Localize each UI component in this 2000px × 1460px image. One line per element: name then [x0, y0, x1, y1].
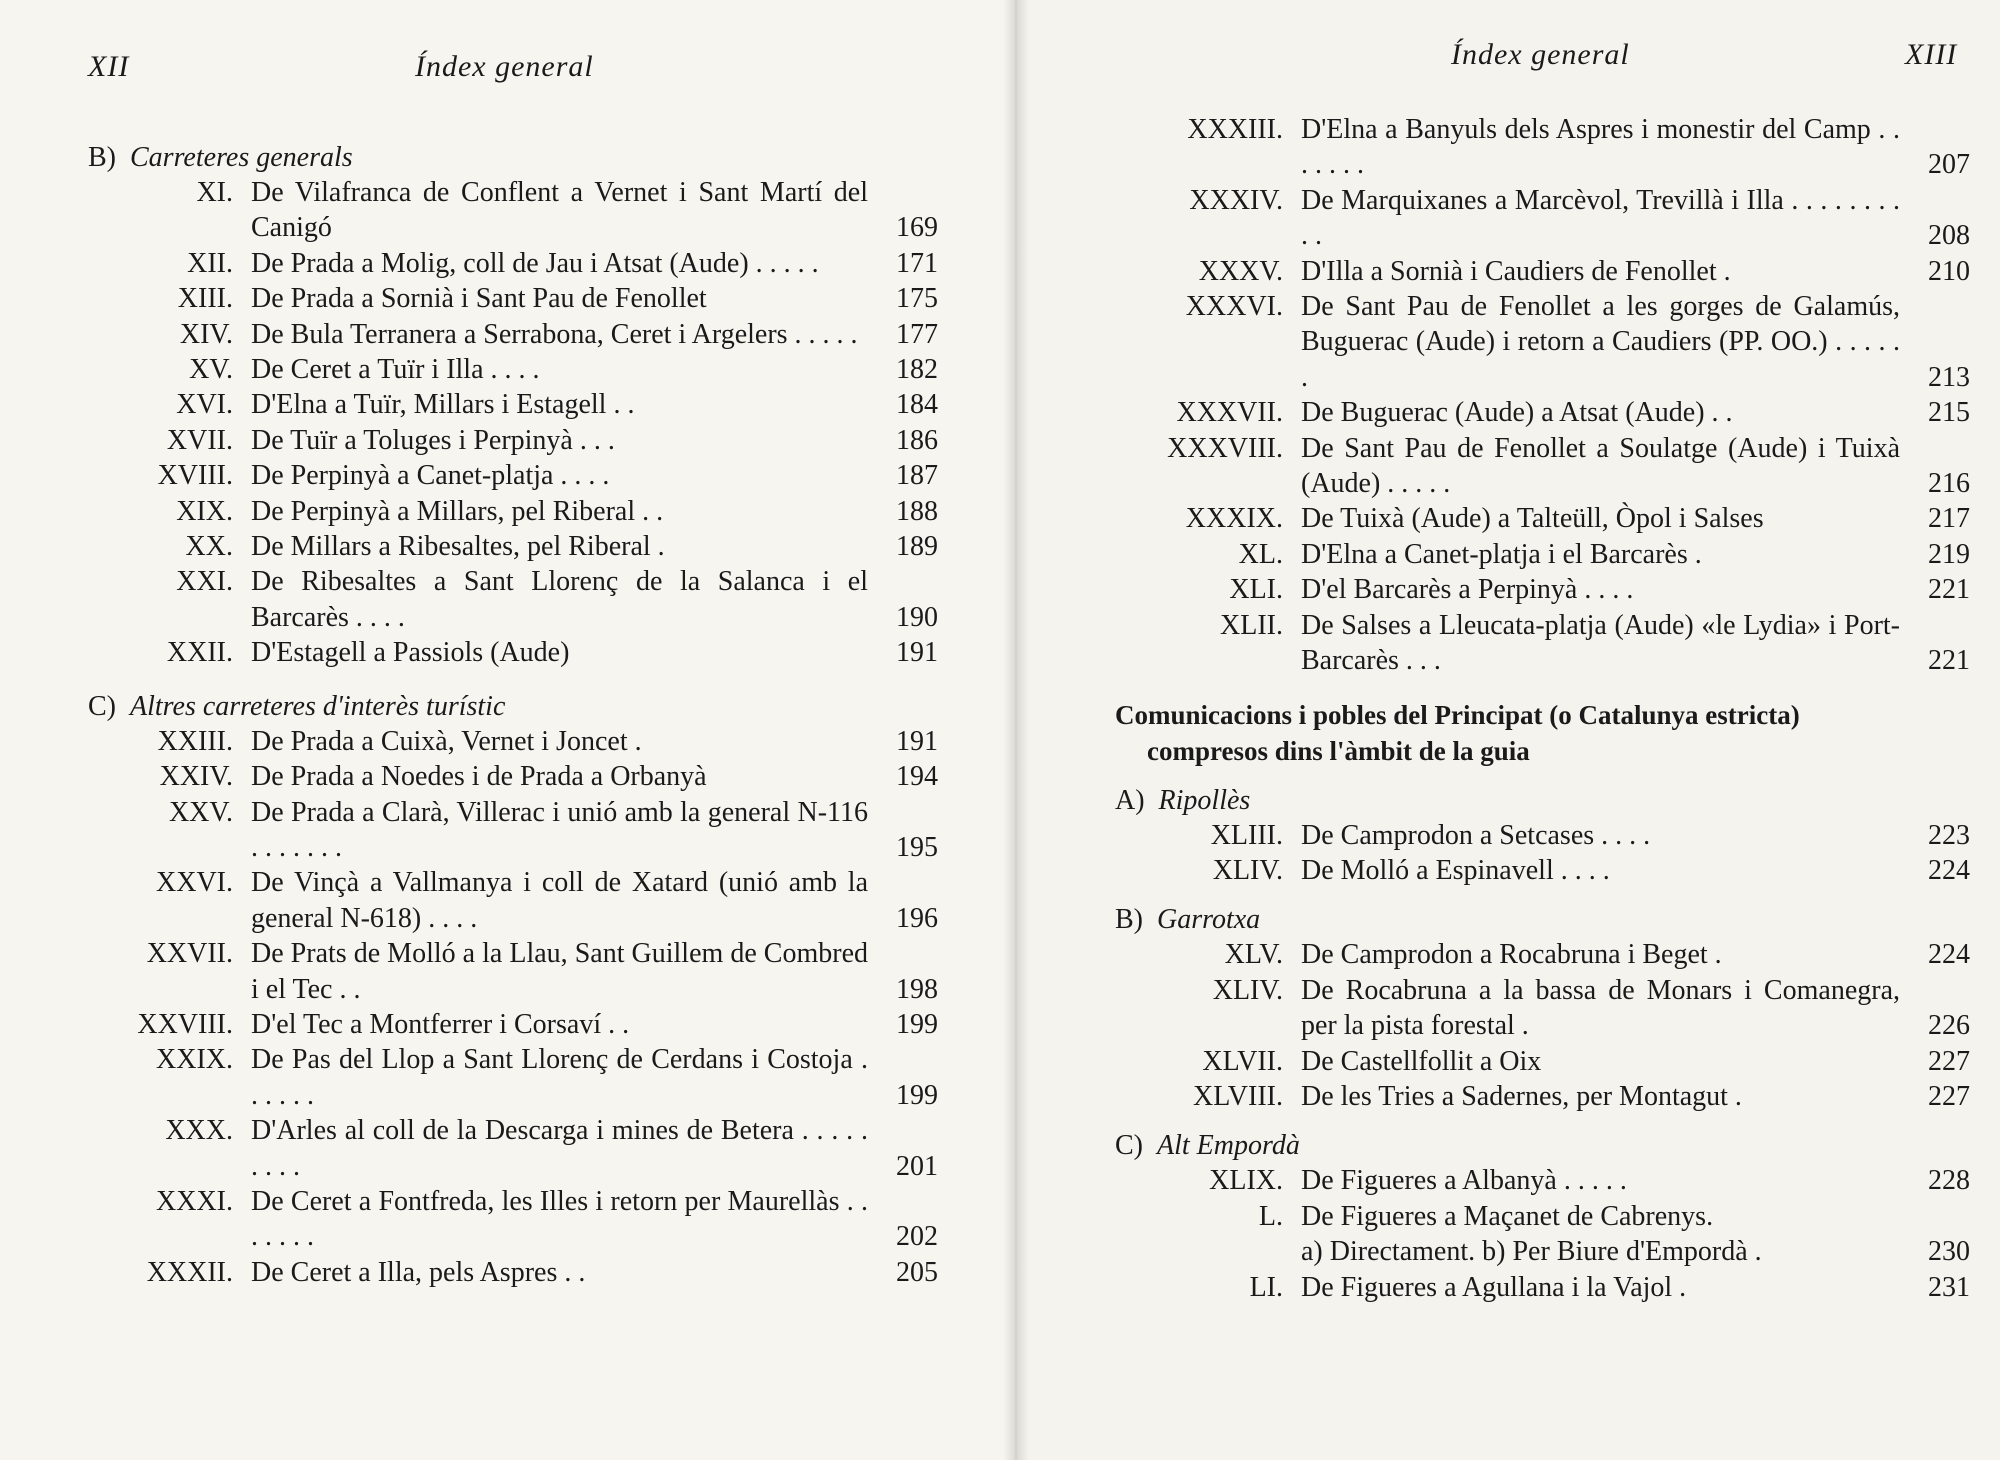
- entry-list: [1115, 818, 1970, 889]
- entry-title: De Tuïr a Toluges i Perpinyà . . .: [251, 424, 615, 456]
- index-entry: [88, 1184, 938, 1255]
- index-entry: [88, 724, 938, 759]
- entry-list: [88, 175, 938, 671]
- section-heading: B) Garrotxa: [1115, 904, 1261, 936]
- entry-page-number: 227: [1928, 1045, 1970, 1077]
- entry-number: XVI.: [176, 389, 233, 421]
- index-entry: [88, 564, 938, 635]
- index-entry: [88, 423, 938, 458]
- index-entry: [88, 1007, 938, 1042]
- entry-title: De Prada a Cuixà, Vernet i Joncet .: [251, 725, 642, 757]
- index-entry: [88, 1255, 938, 1290]
- entry-page-number: 207: [1928, 149, 1970, 181]
- entry-title: D'Estagell a Passiols (Aude): [251, 637, 570, 669]
- entry-title: De Sant Pau de Fenollet a Soulatge (Aude) i Tuixà (Aude) . . . . .: [1301, 432, 1900, 500]
- entry-page-number: 191: [896, 725, 938, 757]
- entry-number: XLI.: [1229, 574, 1283, 606]
- entry-number: XIV.: [179, 318, 233, 350]
- entry-number: XIX.: [176, 495, 233, 527]
- entry-title: De Prada a Molig, coll de Jau i Atsat (Aude) . . . . .: [251, 247, 819, 279]
- right-index-content: [1115, 112, 1970, 1305]
- index-entry: [1115, 501, 1970, 536]
- entry-number: XXXIII.: [1187, 114, 1283, 145]
- index-entry: [1115, 254, 1970, 289]
- entry-page-number: 186: [896, 424, 938, 456]
- entry-page-number: 190: [896, 601, 938, 633]
- entry-title: De Figueres a Agullana i la Vajol .: [1301, 1271, 1687, 1303]
- entry-page-number: 208: [1928, 220, 1970, 252]
- index-entry: [88, 635, 938, 670]
- entry-number: XVII.: [166, 424, 233, 456]
- entry-number: XXXIV.: [1189, 184, 1283, 216]
- entry-title: De Vilafranca de Conflent a Vernet i Sant Martí del Canigó: [251, 177, 868, 244]
- index-entry: [88, 759, 938, 794]
- index-entry: [88, 246, 938, 281]
- entry-number: XLVII.: [1202, 1045, 1283, 1077]
- entry-title: De Salses a Lleucata-platja (Aude) «le Lydia» i Port-Barcarès . . .: [1301, 609, 1900, 677]
- entry-list: [1115, 112, 1970, 679]
- entry-page-number: 177: [896, 318, 938, 350]
- entry-page-number: 202: [896, 1221, 938, 1253]
- entry-title: De Ceret a Illa, pels Aspres . .: [251, 1256, 586, 1288]
- section-heading: A) Ripollès: [1115, 784, 1251, 816]
- entry-number: XLIX.: [1209, 1165, 1283, 1197]
- entry-title: De Rocabruna a la bassa de Monars i Comanegra, per la pista forestal .: [1301, 974, 1900, 1042]
- entry-title: De Castellfollit a Oix: [1301, 1045, 1542, 1077]
- entry-title: De Bula Terranera a Serrabona, Ceret i Argelers . . . . .: [251, 318, 858, 350]
- entry-page-number: 184: [896, 389, 938, 421]
- entry-number: XL.: [1238, 538, 1283, 570]
- entry-title: De Sant Pau de Fenollet a les gorges de Galamús, Buguerac (Aude) i retorn a Caudiers (PP. OO.) . . . . . .: [1301, 291, 1900, 393]
- entry-page-number: 196: [896, 902, 938, 934]
- entry-page-number: 175: [896, 283, 938, 315]
- entry-number: XXVII.: [146, 938, 233, 970]
- index-entry: [1115, 431, 1970, 502]
- page-folio: XII: [88, 50, 130, 83]
- entry-page-number: 189: [896, 531, 938, 563]
- entry-number: XXIV.: [159, 761, 233, 793]
- entry-page-number: 216: [1928, 468, 1970, 500]
- index-entry: [88, 281, 938, 316]
- entry-page-number: 199: [896, 1008, 938, 1040]
- entry-title: De Tuixà (Aude) a Talteüll, Òpol i Salses: [1301, 503, 1764, 535]
- entry-title: De Prada a Sornià i Sant Pau de Fenollet: [251, 283, 707, 315]
- entry-page-number: 219: [1928, 538, 1970, 570]
- index-entry: [1115, 289, 1970, 395]
- entry-title: D'el Tec a Montferrer i Corsaví . .: [251, 1008, 630, 1040]
- entry-page-number: 231: [1928, 1271, 1970, 1303]
- entry-title: De Marquixanes a Marcèvol, Trevillà i Illa . . . . . . . . . .: [1301, 184, 1900, 252]
- index-entry: [88, 1042, 938, 1113]
- principat-heading: Comunicacions i pobles del Principat (o Catalunya estricta) compresos dins l'àmbit de la guia: [1115, 699, 1800, 766]
- entry-number: XXI.: [176, 566, 233, 598]
- running-title: Índex general: [1451, 38, 1630, 71]
- running-title: Índex general: [415, 50, 594, 83]
- index-entry: [1115, 537, 1970, 572]
- entry-number: XLII.: [1220, 609, 1283, 641]
- entry-number: XXXI.: [156, 1185, 233, 1217]
- index-entry: [88, 387, 938, 422]
- index-entry: [88, 529, 938, 564]
- index-entry: [1115, 973, 1970, 1044]
- entry-number: XXX.: [165, 1115, 233, 1147]
- index-entry: [1115, 183, 1970, 254]
- entry-number: XXXIX.: [1185, 503, 1283, 535]
- index-entry: [1115, 1079, 1970, 1114]
- entry-number: XLIII.: [1210, 819, 1283, 851]
- entry-page-number: 221: [1928, 574, 1970, 606]
- index-entry: [1115, 1270, 1970, 1305]
- index-entry: [88, 352, 938, 387]
- entry-title: D'Arles al coll de la Descarga i mines de Betera . . . . . . . . .: [251, 1115, 868, 1182]
- index-entry: [88, 458, 938, 493]
- entry-title: De Prats de Molló a la Llau, Sant Guillem de Combred i el Tec . .: [251, 938, 868, 1005]
- entry-page-number: 182: [896, 354, 938, 386]
- entry-page-number: 221: [1928, 645, 1970, 677]
- entry-number: XXIX.: [156, 1044, 233, 1076]
- entry-page-number: 224: [1928, 939, 1970, 971]
- right-page: [1015, 0, 2000, 1460]
- index-entry: [88, 1113, 938, 1184]
- index-entry: [1115, 853, 1970, 888]
- index-entry: [1115, 1199, 1970, 1234]
- entry-number: XXIII.: [157, 725, 233, 757]
- entry-number: XXXII.: [146, 1256, 233, 1288]
- index-entry: [1115, 112, 1970, 183]
- entry-title: De Figueres a Albanyà . . . . .: [1301, 1165, 1627, 1197]
- entry-title: De Molló a Espinavell . . . .: [1301, 854, 1610, 886]
- entry-title: De Figueres a Maçanet de Cabrenys.: [1301, 1200, 1714, 1232]
- entry-page-number: 194: [896, 761, 938, 793]
- entry-title: D'el Barcarès a Perpinyà . . . .: [1301, 574, 1634, 606]
- entry-number: XXXV.: [1198, 255, 1283, 287]
- entry-title: De Camprodon a Rocabruna i Beget .: [1301, 939, 1722, 971]
- left-index-content: [88, 140, 938, 1290]
- entry-page-number: 217: [1928, 503, 1970, 535]
- entry-title: De Ceret a Fontfreda, les Illes i retorn per Maurellàs . . . . . . .: [251, 1185, 868, 1253]
- entry-number: XLV.: [1224, 939, 1283, 971]
- entry-list: [88, 724, 938, 1291]
- entry-number: L.: [1258, 1200, 1283, 1232]
- entry-page-number: 224: [1928, 854, 1970, 886]
- entry-page-number: 210: [1928, 255, 1970, 287]
- entry-title: De Ceret a Tuïr i Illa . . . .: [251, 354, 540, 386]
- index-entry: [1115, 1163, 1970, 1198]
- entry-number: XXV.: [168, 796, 233, 828]
- entry-page-number: 171: [896, 247, 938, 279]
- index-entry: [1115, 395, 1970, 430]
- entry-number: XXXVIII.: [1167, 432, 1283, 464]
- entry-title: De Camprodon a Setcases . . . .: [1301, 819, 1651, 851]
- entry-number: [1115, 1234, 1301, 1269]
- entry-number: LI.: [1249, 1271, 1283, 1303]
- entry-page-number: 228: [1928, 1165, 1970, 1197]
- entry-page-number: 226: [1928, 1010, 1970, 1042]
- entry-title: a) Directament. b) Per Biure d'Empordà .: [1301, 1236, 1762, 1268]
- entry-number: XII.: [187, 247, 233, 279]
- index-entry: [1115, 572, 1970, 607]
- index-entry: [88, 317, 938, 352]
- entry-page-number: 195: [896, 831, 938, 863]
- entry-number: XXXVII.: [1176, 397, 1283, 429]
- entry-number: XX.: [185, 531, 233, 563]
- entry-list: [1115, 937, 1970, 1114]
- entry-number: XIII.: [177, 283, 233, 315]
- entry-number: XXII.: [166, 637, 233, 669]
- index-entry: [1115, 608, 1970, 679]
- index-entry: [1115, 1234, 1970, 1269]
- entry-title: De Vinçà a Vallmanya i coll de Xatard (unió amb la general N-618) . . . .: [251, 867, 868, 934]
- entry-number: XVIII.: [157, 460, 233, 492]
- section-heading: C) Alt Empordà: [1115, 1130, 1300, 1162]
- entry-title: De les Tries a Sadernes, per Montagut .: [1301, 1080, 1742, 1112]
- entry-title: De Millars a Ribesaltes, pel Riberal .: [251, 531, 665, 563]
- section-heading: C) Altres carreteres d'interès turístic: [88, 690, 506, 722]
- index-entry: [1115, 818, 1970, 853]
- entry-page-number: 187: [896, 460, 938, 492]
- entry-title: De Perpinyà a Canet-platja . . . .: [251, 460, 610, 492]
- entry-number: XXXVI.: [1185, 291, 1283, 323]
- entry-number: XLVIII.: [1193, 1080, 1283, 1112]
- index-entry: [88, 175, 938, 246]
- entry-page-number: 205: [896, 1256, 938, 1288]
- entry-page-number: 230: [1928, 1236, 1970, 1268]
- entry-title: D'Elna a Tuïr, Millars i Estagell . .: [251, 389, 635, 421]
- index-entry: [88, 936, 938, 1007]
- book-gutter: [1003, 0, 1029, 1460]
- entry-number: XV.: [189, 354, 233, 386]
- entry-title: D'Elna a Banyuls dels Aspres i monestir del Camp . . . . . . .: [1301, 114, 1900, 181]
- entry-title: De Prada a Clarà, Villerac i unió amb la general N-116 . . . . . . .: [251, 796, 868, 863]
- entry-title: De Ribesaltes a Sant Llorenç de la Salanca i el Barcarès . . . .: [251, 566, 868, 633]
- entry-page-number: 227: [1928, 1080, 1970, 1112]
- entry-number: XLIV.: [1212, 854, 1283, 886]
- entry-page-number: 201: [896, 1150, 938, 1182]
- entry-page-number: 199: [896, 1079, 938, 1111]
- index-entry: [88, 795, 938, 866]
- entry-page-number: 213: [1928, 361, 1970, 393]
- entry-page-number: 215: [1928, 397, 1970, 429]
- entry-number: XXVIII.: [137, 1008, 233, 1040]
- entry-title: D'Illa a Sornià i Caudiers de Fenollet .: [1301, 255, 1731, 287]
- entry-page-number: 188: [896, 495, 938, 527]
- page-folio: XIII: [1905, 38, 1958, 71]
- index-entry: [1115, 1044, 1970, 1079]
- entry-page-number: 223: [1928, 819, 1970, 851]
- entry-page-number: 169: [896, 212, 938, 244]
- entry-number: XLIV.: [1212, 974, 1283, 1006]
- entry-title: De Perpinyà a Millars, pel Riberal . .: [251, 495, 664, 527]
- entry-page-number: 191: [896, 637, 938, 669]
- section-heading: B) Carreteres generals: [88, 142, 353, 173]
- entry-page-number: 198: [896, 973, 938, 1005]
- entry-title: De Pas del Llop a Sant Llorenç de Cerdans i Costoja . . . . . .: [251, 1044, 868, 1111]
- index-entry: [88, 865, 938, 936]
- entry-number: XXVI.: [156, 867, 233, 899]
- index-entry: [88, 494, 938, 529]
- index-entry: [1115, 937, 1970, 972]
- entry-number: XI.: [196, 177, 233, 208]
- entry-title: De Buguerac (Aude) a Atsat (Aude) . .: [1301, 397, 1733, 429]
- entry-list: [1115, 1163, 1970, 1305]
- entry-title: De Prada a Noedes i de Prada a Orbanyà: [251, 761, 707, 793]
- entry-title: D'Elna a Canet-platja i el Barcarès .: [1301, 538, 1702, 570]
